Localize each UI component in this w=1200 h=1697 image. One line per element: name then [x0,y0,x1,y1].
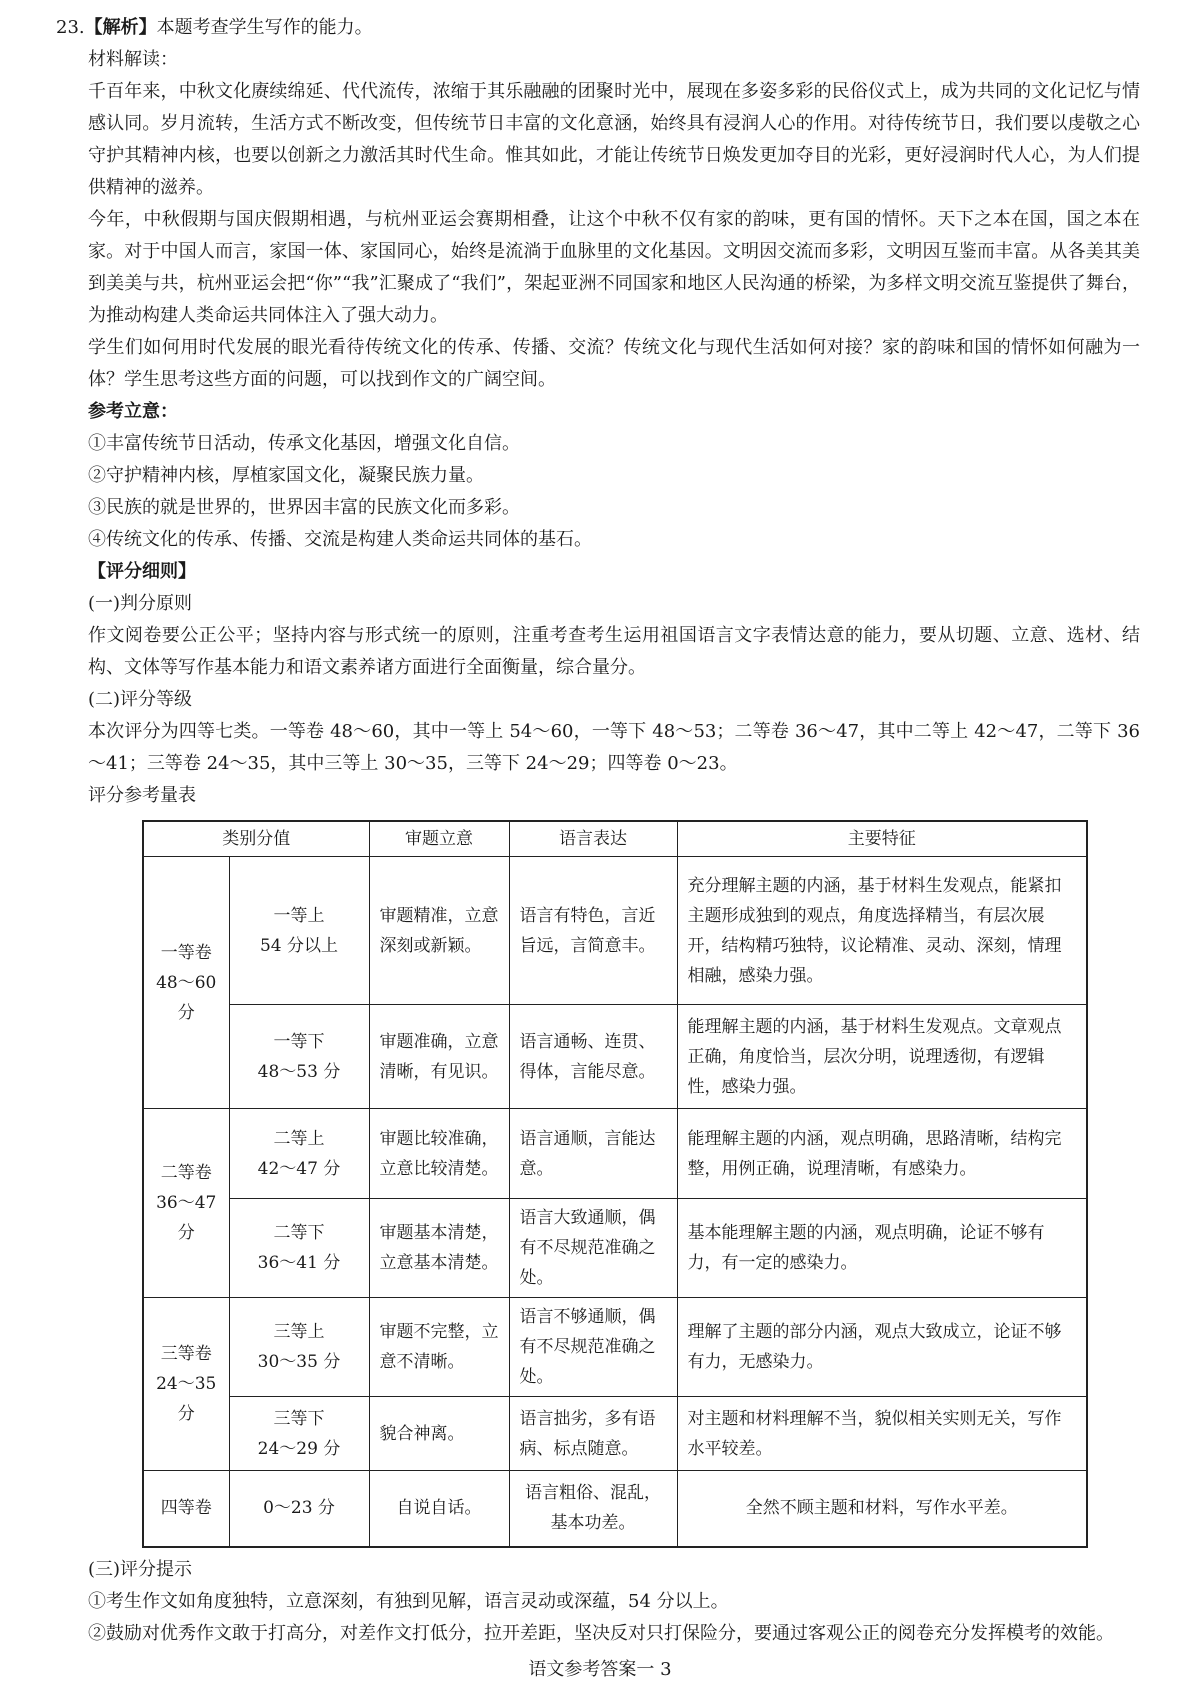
theme-cell: 审题准确，立意清晰，有见识。 [369,1005,509,1109]
theme-cell: 审题比较准确，立意比较清楚。 [369,1109,509,1199]
theme-cell: 审题不完整，立意不清晰。 [369,1298,509,1397]
header-category: 类别分值 [143,821,369,857]
theme-cell: 审题精准，立意深刻或新颖。 [369,857,509,1005]
table-row [143,1298,1087,1397]
grade-group-cell: 三等卷 24～35 分 [143,1298,229,1471]
level-cell: 一等上 54 分以上 [229,857,369,1005]
table-header-row [143,821,1087,857]
table-row [143,1471,1087,1547]
feature-cell: 全然不顾主题和材料，写作水平差。 [677,1471,1087,1547]
table-row [143,1005,1087,1109]
principle-text: 作文阅卷要公正公平；坚持内容与形式统一的原则，注重考查考生运用祖国语言文字表情达意的能力，要从切题、立意、选材、结构、文体等写作基本能力和语文素养诸方面进行全面衡量，综合量分。 [88,625,1140,678]
tip-item: ②鼓励对优秀作文敢于打高分，对差作文打低分，拉开差距，坚决反对只打保险分，要通过客观公正的阅卷充分发挥模考的效能。 [88,1622,1114,1644]
feature-cell: 对主题和材料理解不当，貌似相关实则无关，写作水平较差。 [677,1397,1087,1471]
level-cell: 三等下 24～29 分 [229,1397,369,1471]
tips-title: (三)评分提示 [88,1558,193,1580]
level-cell: 三等上 30～35 分 [229,1298,369,1397]
question-number: 23. [56,17,85,38]
header-theme: 审题立意 [369,821,509,857]
language-cell: 语言大致通顺，偶有不尽规范准确之处。 [509,1199,677,1298]
idea-item: ④传统文化的传承、传播、交流是构建人类命运共同体的基石。 [88,529,592,550]
question-intro: 本题考查学生写作的能力。 [156,17,373,38]
ideas-label: 参考立意： [88,401,178,422]
table-row [143,1109,1087,1199]
theme-cell: 貌合神离。 [369,1397,509,1471]
language-cell: 语言通顺，言能达意。 [509,1109,677,1199]
rules-label: 【评分细则】 [88,561,196,582]
tip-item: ①考生作文如角度独特，立意深刻，有独到见解，语言灵动或深蕴，54 分以上。 [88,1590,729,1612]
feature-cell: 充分理解主题的内涵，基于材料生发观点，能紧扣主题形成独到的观点，角度选择精当，有层次展开，结构精巧独特，议论精准、灵动、深刻，情理相融，感染力强。 [677,857,1087,1005]
material-paragraph-1: 千百年来，中秋文化赓续绵延、代代流传，浓缩于其乐融融的团聚时光中，展现在多姿多彩的民俗仪式上，成为共同的文化记忆与情感认同。岁月流转，生活方式不断改变，但传统节日丰富的文化意涵，始终具有浸润人心的作用。对待传统节日，我们要以虔敬之心守护其精神内核，也要以创新之力激活其时代生命。惟其如此，才能让传统节日焕发更加夺目的光彩，更好浸润时代人心，为人们提供精神的滋养。 [88,81,1140,198]
theme-cell: 审题基本清楚，立意基本清楚。 [369,1199,509,1298]
material-label: 材料解读： [88,49,178,70]
grade-levels-text: 本次评分为四等七类。一等卷 48～60，其中一等上 54～60，一等下 48～53；二等卷 36～47，其中二等上 42～47，二等下 36～41；三等卷 24～35，其中三等上 30～35，三等下 24～29；四等卷 0～23。 [88,721,1140,774]
grade-group-cell: 四等卷 [143,1471,229,1547]
feature-cell: 理解了主题的部分内涵，观点大致成立，论证不够有力，无感染力。 [677,1298,1087,1397]
grade-group-cell: 二等卷 36～47 分 [143,1109,229,1298]
language-cell: 语言有特色，言近旨远，言简意丰。 [509,857,677,1005]
grade-levels-title: (二)评分等级 [88,689,193,710]
level-cell: 二等下 36～41 分 [229,1199,369,1298]
feature-cell: 基本能理解主题的内涵，观点明确，论证不够有力，有一定的感染力。 [677,1199,1087,1298]
table-row [143,1397,1087,1471]
idea-item: ③民族的就是世界的，世界因丰富的民族文化而多彩。 [88,497,520,518]
header-features: 主要特征 [677,821,1087,857]
material-paragraph-3: 学生们如何用时代发展的眼光看待传统文化的传承、传播、交流？传统文化与现代生活如何对接？家的韵味和国的情怀如何融为一体？学生思考这些方面的问题，可以找到作文的广阔空间。 [88,337,1140,390]
idea-item: ①丰富传统节日活动，传承文化基因，增强文化自信。 [88,433,520,454]
language-cell: 语言通畅、连贯、得体，言能尽意。 [509,1005,677,1109]
table-row [143,857,1087,1005]
feature-cell: 能理解主题的内涵，观点明确，思路清晰，结构完整，用例正确，说理清晰，有感染力。 [677,1109,1087,1199]
level-cell: 一等下 48～53 分 [229,1005,369,1109]
header-language: 语言表达 [509,821,677,857]
theme-cell: 自说自话。 [369,1471,509,1547]
principle-title: (一)判分原则 [88,593,193,614]
language-cell: 语言拙劣，多有语病、标点随意。 [509,1397,677,1471]
language-cell: 语言不够通顺，偶有不尽规范准确之处。 [509,1298,677,1397]
idea-item: ②守护精神内核，厚植家国文化，凝聚民族力量。 [88,465,484,486]
level-cell: 0～23 分 [229,1471,369,1547]
feature-cell: 能理解主题的内涵，基于材料生发观点。文章观点正确，角度恰当，层次分明，说理透彻，有逻辑性，感染力强。 [677,1005,1087,1109]
table-row [143,1199,1087,1298]
material-paragraph-2: 今年，中秋假期与国庆假期相遇，与杭州亚运会赛期相叠，让这个中秋不仅有家的韵味，更有国的情怀。天下之本在国，国之本在家。对于中国人而言，家国一体、家国同心，始终是流淌于血脉里的文化基因。文明因交流而多彩，文明因互鉴而丰富。从各美其美到美美与共，杭州亚运会把“你”“我”汇聚成了“我们”，架起亚洲不同国家和地区人民沟通的桥梁，为多样文明交流互鉴提供了舞台，为推动构建人类命运共同体注入了强大动力。 [88,209,1140,326]
analysis-tag: 【解析】 [84,17,157,38]
table-caption: 评分参考量表 [88,785,196,806]
question-heading [56,12,1140,44]
grading-table [142,820,1088,1548]
page-footer: 语文参考答案一 3 [528,1659,672,1680]
language-cell: 语言粗俗、混乱，基本功差。 [509,1471,677,1547]
level-cell: 二等上 42～47 分 [229,1109,369,1199]
grade-group-cell: 一等卷 48～60 分 [143,857,229,1109]
